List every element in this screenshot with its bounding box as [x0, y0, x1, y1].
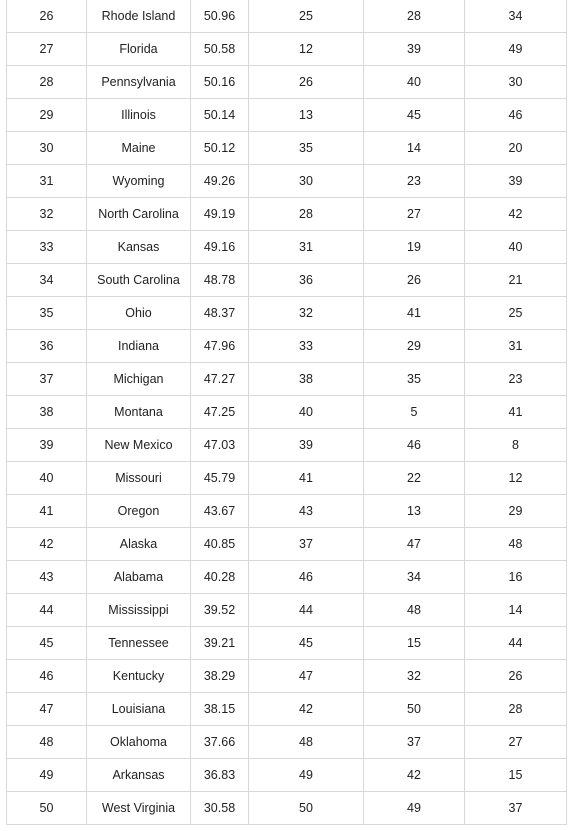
rank-cell: 40 — [7, 462, 87, 495]
rank-cell: 34 — [7, 264, 87, 297]
rank-col4-cell: 42 — [249, 693, 364, 726]
table-row — [7, 561, 567, 594]
rank-col4-cell: 25 — [249, 0, 364, 33]
score-cell: 37.66 — [191, 726, 249, 759]
rank-col6-cell: 46 — [465, 99, 567, 132]
state-cell: Alabama — [87, 561, 191, 594]
rank-cell: 36 — [7, 330, 87, 363]
table-row — [7, 297, 567, 330]
rank-cell: 31 — [7, 165, 87, 198]
rank-col4-cell: 36 — [249, 264, 364, 297]
rank-col6-cell: 44 — [465, 627, 567, 660]
state-cell: Tennessee — [87, 627, 191, 660]
rank-cell: 32 — [7, 198, 87, 231]
state-cell: Illinois — [87, 99, 191, 132]
rank-col6-cell: 34 — [465, 0, 567, 33]
table-row — [7, 660, 567, 693]
rank-col4-cell: 50 — [249, 792, 364, 825]
rank-col6-cell: 41 — [465, 396, 567, 429]
score-cell: 50.96 — [191, 0, 249, 33]
rank-col6-cell: 15 — [465, 759, 567, 792]
table-row — [7, 396, 567, 429]
state-cell: Mississippi — [87, 594, 191, 627]
rank-col4-cell: 43 — [249, 495, 364, 528]
rank-col4-cell: 48 — [249, 726, 364, 759]
state-cell: Oklahoma — [87, 726, 191, 759]
rank-col4-cell: 35 — [249, 132, 364, 165]
rank-col4-cell: 46 — [249, 561, 364, 594]
rank-col5-cell: 39 — [364, 33, 465, 66]
rank-cell: 39 — [7, 429, 87, 462]
table-row — [7, 693, 567, 726]
score-cell: 50.16 — [191, 66, 249, 99]
rank-cell: 30 — [7, 132, 87, 165]
rank-col5-cell: 45 — [364, 99, 465, 132]
rank-col6-cell: 21 — [465, 264, 567, 297]
score-cell: 38.15 — [191, 693, 249, 726]
ranking-table — [6, 0, 567, 825]
score-cell: 40.28 — [191, 561, 249, 594]
rank-col5-cell: 22 — [364, 462, 465, 495]
rank-cell: 46 — [7, 660, 87, 693]
table-row — [7, 33, 567, 66]
rank-cell: 49 — [7, 759, 87, 792]
rank-col6-cell: 29 — [465, 495, 567, 528]
state-cell: Ohio — [87, 297, 191, 330]
table-row — [7, 759, 567, 792]
rank-col4-cell: 49 — [249, 759, 364, 792]
rank-cell: 41 — [7, 495, 87, 528]
rank-col4-cell: 13 — [249, 99, 364, 132]
state-cell: Montana — [87, 396, 191, 429]
rank-col4-cell: 30 — [249, 165, 364, 198]
rank-col6-cell: 23 — [465, 363, 567, 396]
score-cell: 39.52 — [191, 594, 249, 627]
state-cell: West Virginia — [87, 792, 191, 825]
score-cell: 50.14 — [191, 99, 249, 132]
state-cell: Kansas — [87, 231, 191, 264]
score-cell: 50.58 — [191, 33, 249, 66]
state-cell: Rhode Island — [87, 0, 191, 33]
rank-col5-cell: 42 — [364, 759, 465, 792]
state-cell: Oregon — [87, 495, 191, 528]
rank-col5-cell: 14 — [364, 132, 465, 165]
rank-col5-cell: 34 — [364, 561, 465, 594]
state-cell: North Carolina — [87, 198, 191, 231]
rank-cell: 47 — [7, 693, 87, 726]
rank-cell: 45 — [7, 627, 87, 660]
rank-col4-cell: 41 — [249, 462, 364, 495]
rank-col5-cell: 47 — [364, 528, 465, 561]
table-row — [7, 429, 567, 462]
table-row — [7, 0, 567, 33]
rank-col5-cell: 49 — [364, 792, 465, 825]
rank-col4-cell: 33 — [249, 330, 364, 363]
state-cell: Kentucky — [87, 660, 191, 693]
score-cell: 40.85 — [191, 528, 249, 561]
score-cell: 30.58 — [191, 792, 249, 825]
table-row — [7, 594, 567, 627]
table-body — [7, 0, 567, 825]
rank-col4-cell: 32 — [249, 297, 364, 330]
table-row — [7, 198, 567, 231]
rank-col6-cell: 40 — [465, 231, 567, 264]
rank-col5-cell: 19 — [364, 231, 465, 264]
score-cell: 39.21 — [191, 627, 249, 660]
rank-col5-cell: 13 — [364, 495, 465, 528]
score-cell: 38.29 — [191, 660, 249, 693]
score-cell: 50.12 — [191, 132, 249, 165]
rank-col4-cell: 37 — [249, 528, 364, 561]
rank-col5-cell: 46 — [364, 429, 465, 462]
rank-cell: 48 — [7, 726, 87, 759]
rank-cell: 27 — [7, 33, 87, 66]
state-cell: Wyoming — [87, 165, 191, 198]
rank-cell: 37 — [7, 363, 87, 396]
rank-col6-cell: 30 — [465, 66, 567, 99]
state-cell: Pennsylvania — [87, 66, 191, 99]
table-row — [7, 99, 567, 132]
rank-col6-cell: 48 — [465, 528, 567, 561]
score-cell: 49.19 — [191, 198, 249, 231]
rank-col6-cell: 25 — [465, 297, 567, 330]
state-cell: Arkansas — [87, 759, 191, 792]
score-cell: 48.78 — [191, 264, 249, 297]
table-row — [7, 792, 567, 825]
rank-col6-cell: 28 — [465, 693, 567, 726]
state-cell: Louisiana — [87, 693, 191, 726]
score-cell: 48.37 — [191, 297, 249, 330]
score-cell: 49.26 — [191, 165, 249, 198]
rank-col6-cell: 20 — [465, 132, 567, 165]
score-cell: 49.16 — [191, 231, 249, 264]
state-cell: Florida — [87, 33, 191, 66]
rank-col4-cell: 12 — [249, 33, 364, 66]
score-cell: 47.25 — [191, 396, 249, 429]
score-cell: 45.79 — [191, 462, 249, 495]
state-cell: Michigan — [87, 363, 191, 396]
rank-cell: 43 — [7, 561, 87, 594]
rank-col6-cell: 39 — [465, 165, 567, 198]
rank-col5-cell: 26 — [364, 264, 465, 297]
rank-col5-cell: 27 — [364, 198, 465, 231]
table-row — [7, 495, 567, 528]
rank-col6-cell: 49 — [465, 33, 567, 66]
rank-col4-cell: 40 — [249, 396, 364, 429]
rank-col5-cell: 15 — [364, 627, 465, 660]
rank-col4-cell: 26 — [249, 66, 364, 99]
state-cell: Indiana — [87, 330, 191, 363]
rank-col4-cell: 47 — [249, 660, 364, 693]
table-row — [7, 264, 567, 297]
rank-col6-cell: 37 — [465, 792, 567, 825]
table-row — [7, 66, 567, 99]
rank-col4-cell: 39 — [249, 429, 364, 462]
table-row — [7, 528, 567, 561]
score-cell: 47.96 — [191, 330, 249, 363]
rank-col5-cell: 23 — [364, 165, 465, 198]
rank-col5-cell: 48 — [364, 594, 465, 627]
rank-col6-cell: 26 — [465, 660, 567, 693]
rank-cell: 28 — [7, 66, 87, 99]
table-row — [7, 363, 567, 396]
state-cell: South Carolina — [87, 264, 191, 297]
rank-col6-cell: 27 — [465, 726, 567, 759]
score-cell: 47.03 — [191, 429, 249, 462]
rank-col4-cell: 45 — [249, 627, 364, 660]
state-cell: Maine — [87, 132, 191, 165]
rank-cell: 44 — [7, 594, 87, 627]
table-row — [7, 231, 567, 264]
rank-col5-cell: 40 — [364, 66, 465, 99]
rank-cell: 38 — [7, 396, 87, 429]
rank-col5-cell: 41 — [364, 297, 465, 330]
rank-col5-cell: 5 — [364, 396, 465, 429]
rank-col4-cell: 44 — [249, 594, 364, 627]
table-row — [7, 627, 567, 660]
rank-col5-cell: 35 — [364, 363, 465, 396]
score-cell: 36.83 — [191, 759, 249, 792]
rank-col5-cell: 37 — [364, 726, 465, 759]
rank-col6-cell: 42 — [465, 198, 567, 231]
table-row — [7, 132, 567, 165]
table-row — [7, 330, 567, 363]
state-cell: New Mexico — [87, 429, 191, 462]
rank-cell: 35 — [7, 297, 87, 330]
rank-col6-cell: 12 — [465, 462, 567, 495]
rank-cell: 42 — [7, 528, 87, 561]
rank-cell: 50 — [7, 792, 87, 825]
rank-col6-cell: 8 — [465, 429, 567, 462]
state-cell: Missouri — [87, 462, 191, 495]
rank-col4-cell: 38 — [249, 363, 364, 396]
rank-col5-cell: 29 — [364, 330, 465, 363]
rank-col4-cell: 28 — [249, 198, 364, 231]
rank-cell: 29 — [7, 99, 87, 132]
score-cell: 43.67 — [191, 495, 249, 528]
rank-col6-cell: 16 — [465, 561, 567, 594]
table-row — [7, 726, 567, 759]
state-cell: Alaska — [87, 528, 191, 561]
rank-cell: 33 — [7, 231, 87, 264]
rank-col6-cell: 31 — [465, 330, 567, 363]
rank-col5-cell: 32 — [364, 660, 465, 693]
rank-col5-cell: 50 — [364, 693, 465, 726]
score-cell: 47.27 — [191, 363, 249, 396]
rank-col4-cell: 31 — [249, 231, 364, 264]
table-row — [7, 165, 567, 198]
rank-col5-cell: 28 — [364, 0, 465, 33]
rank-col6-cell: 14 — [465, 594, 567, 627]
table-row — [7, 462, 567, 495]
rank-cell: 26 — [7, 0, 87, 33]
